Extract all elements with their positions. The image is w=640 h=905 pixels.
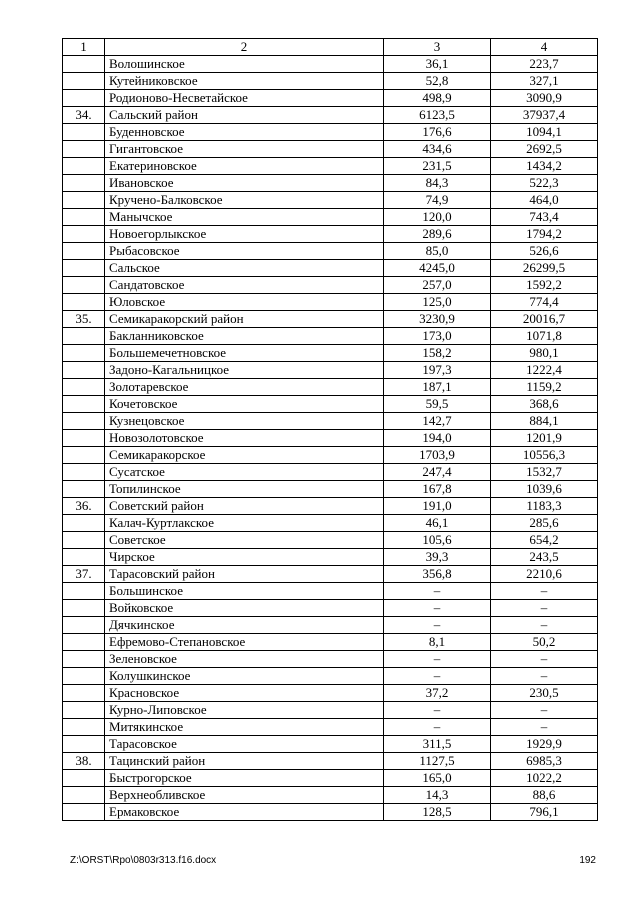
settlement-name: Тацинский район: [105, 753, 384, 770]
settlement-name: Красновское: [105, 685, 384, 702]
table-row: [63, 73, 598, 90]
table-row: [63, 566, 598, 583]
row-number: [63, 413, 105, 430]
table-row: [63, 481, 598, 498]
value-col4: 88,6: [491, 787, 598, 804]
value-col4: 1592,2: [491, 277, 598, 294]
settlement-name: Кутейниковское: [105, 73, 384, 90]
settlement-name: Быстрогорское: [105, 770, 384, 787]
value-col3: 231,5: [384, 158, 491, 175]
value-col3: 247,4: [384, 464, 491, 481]
column-header: 3: [384, 39, 491, 56]
value-col3: 85,0: [384, 243, 491, 260]
table-row: [63, 685, 598, 702]
settlement-name: Ефремово-Степановское: [105, 634, 384, 651]
table-row: [63, 583, 598, 600]
row-number: [63, 141, 105, 158]
value-col3: 191,0: [384, 498, 491, 515]
table-row: [63, 396, 598, 413]
value-col3: 197,3: [384, 362, 491, 379]
settlement-name: Тарасовский район: [105, 566, 384, 583]
value-col3: 194,0: [384, 430, 491, 447]
table-row: [63, 413, 598, 430]
table-row: [63, 107, 598, 124]
settlement-name: Кузнецовское: [105, 413, 384, 430]
row-number: [63, 617, 105, 634]
value-col3: 6123,5: [384, 107, 491, 124]
value-col3: 8,1: [384, 634, 491, 651]
value-col3: 120,0: [384, 209, 491, 226]
row-number: [63, 634, 105, 651]
row-number: [63, 362, 105, 379]
value-col4: 1201,9: [491, 430, 598, 447]
value-col4: 6985,3: [491, 753, 598, 770]
table-row: [63, 311, 598, 328]
row-number: [63, 787, 105, 804]
row-number: 35.: [63, 311, 105, 328]
value-col4: 1159,2: [491, 379, 598, 396]
table-row: [63, 736, 598, 753]
value-col4: 526,6: [491, 243, 598, 260]
settlement-name: Курно-Липовское: [105, 702, 384, 719]
value-col3: 158,2: [384, 345, 491, 362]
row-number: [63, 804, 105, 821]
value-col4: 1222,4: [491, 362, 598, 379]
value-col3: 434,6: [384, 141, 491, 158]
row-number: [63, 328, 105, 345]
settlement-name: Золотаревское: [105, 379, 384, 396]
table-body: [63, 56, 598, 821]
column-header: 1: [63, 39, 105, 56]
table-header-row: [63, 39, 598, 56]
settlement-name: Зеленовское: [105, 651, 384, 668]
settlement-name: Войковское: [105, 600, 384, 617]
value-col3: –: [384, 651, 491, 668]
value-col3: 74,9: [384, 192, 491, 209]
row-number: [63, 90, 105, 107]
table-row: [63, 447, 598, 464]
table-row: [63, 634, 598, 651]
settlement-name: Задоно-Кагальницкое: [105, 362, 384, 379]
row-number: [63, 549, 105, 566]
row-number: [63, 430, 105, 447]
row-number: [63, 124, 105, 141]
settlement-name: Буденновское: [105, 124, 384, 141]
row-number: [63, 447, 105, 464]
settlement-name: Семикаракорский район: [105, 311, 384, 328]
value-col3: 1703,9: [384, 447, 491, 464]
value-col3: 176,6: [384, 124, 491, 141]
value-col3: 257,0: [384, 277, 491, 294]
value-col3: 14,3: [384, 787, 491, 804]
value-col3: 59,5: [384, 396, 491, 413]
row-number: 38.: [63, 753, 105, 770]
value-col4: –: [491, 702, 598, 719]
value-col3: –: [384, 702, 491, 719]
settlement-name: Сальское: [105, 260, 384, 277]
settlement-name: Топилинское: [105, 481, 384, 498]
settlement-name: Сусатское: [105, 464, 384, 481]
value-col4: –: [491, 600, 598, 617]
table-row: [63, 90, 598, 107]
row-number: [63, 379, 105, 396]
value-col3: 142,7: [384, 413, 491, 430]
settlement-name: Верхнеобливское: [105, 787, 384, 804]
table-row: [63, 379, 598, 396]
row-number: [63, 243, 105, 260]
value-col4: 2692,5: [491, 141, 598, 158]
table-row: [63, 328, 598, 345]
value-col4: 980,1: [491, 345, 598, 362]
settlement-name: Ермаковское: [105, 804, 384, 821]
footer-page-number: 192: [579, 855, 596, 866]
settlement-name: Сандатовское: [105, 277, 384, 294]
row-number: [63, 583, 105, 600]
row-number: [63, 532, 105, 549]
value-col4: –: [491, 617, 598, 634]
value-col3: 356,8: [384, 566, 491, 583]
settlement-name: Ивановское: [105, 175, 384, 192]
value-col4: 2210,6: [491, 566, 598, 583]
value-col3: 498,9: [384, 90, 491, 107]
row-number: [63, 668, 105, 685]
value-col4: 1071,8: [491, 328, 598, 345]
row-number: [63, 481, 105, 498]
value-col3: 3230,9: [384, 311, 491, 328]
row-number: [63, 260, 105, 277]
value-col4: –: [491, 583, 598, 600]
table-row: [63, 277, 598, 294]
value-col3: 36,1: [384, 56, 491, 73]
data-table: [62, 38, 598, 821]
table-row: [63, 192, 598, 209]
table-row: [63, 668, 598, 685]
value-col3: 173,0: [384, 328, 491, 345]
value-col3: 167,8: [384, 481, 491, 498]
value-col4: 10556,3: [491, 447, 598, 464]
settlement-name: Советское: [105, 532, 384, 549]
settlement-name: Манычское: [105, 209, 384, 226]
table-row: [63, 770, 598, 787]
table-row: [63, 464, 598, 481]
value-col4: 230,5: [491, 685, 598, 702]
value-col3: –: [384, 600, 491, 617]
value-col4: 522,3: [491, 175, 598, 192]
value-col3: 105,6: [384, 532, 491, 549]
value-col4: 654,2: [491, 532, 598, 549]
row-number: [63, 719, 105, 736]
table-row: [63, 141, 598, 158]
settlement-name: Чирское: [105, 549, 384, 566]
value-col3: 165,0: [384, 770, 491, 787]
settlement-name: Большемечетновское: [105, 345, 384, 362]
settlement-name: Новоегорлыкское: [105, 226, 384, 243]
settlement-name: Волошинское: [105, 56, 384, 73]
value-col4: 1794,2: [491, 226, 598, 243]
table-row: [63, 226, 598, 243]
value-col4: 1094,1: [491, 124, 598, 141]
value-col4: 50,2: [491, 634, 598, 651]
value-col3: 46,1: [384, 515, 491, 532]
table-row: [63, 753, 598, 770]
row-number: [63, 277, 105, 294]
settlement-name: Кочетовское: [105, 396, 384, 413]
settlement-name: Юловское: [105, 294, 384, 311]
row-number: [63, 515, 105, 532]
value-col3: –: [384, 668, 491, 685]
value-col3: 1127,5: [384, 753, 491, 770]
value-col4: 1022,2: [491, 770, 598, 787]
table-row: [63, 175, 598, 192]
value-col4: 1532,7: [491, 464, 598, 481]
table-row: [63, 124, 598, 141]
settlement-name: Рыбасовское: [105, 243, 384, 260]
footer-file-path: Z:\ORST\Rpo\0803r313.f16.docx: [70, 855, 217, 866]
table-row: [63, 243, 598, 260]
row-number: [63, 685, 105, 702]
row-number: [63, 175, 105, 192]
value-col3: 52,8: [384, 73, 491, 90]
table-row: [63, 804, 598, 821]
row-number: [63, 294, 105, 311]
row-number: [63, 651, 105, 668]
value-col4: 37937,4: [491, 107, 598, 124]
settlement-name: Екатериновское: [105, 158, 384, 175]
settlement-name: Дячкинское: [105, 617, 384, 634]
settlement-name: Колушкинское: [105, 668, 384, 685]
settlement-name: Новозолотовское: [105, 430, 384, 447]
row-number: [63, 736, 105, 753]
value-col4: –: [491, 668, 598, 685]
row-number: [63, 209, 105, 226]
row-number: [63, 345, 105, 362]
table-row: [63, 498, 598, 515]
value-col3: 289,6: [384, 226, 491, 243]
value-col3: 311,5: [384, 736, 491, 753]
row-number: 36.: [63, 498, 105, 515]
value-col4: 1929,9: [491, 736, 598, 753]
value-col3: –: [384, 617, 491, 634]
row-number: 34.: [63, 107, 105, 124]
value-col4: 796,1: [491, 804, 598, 821]
settlement-name: Калач-Куртлакское: [105, 515, 384, 532]
row-number: [63, 226, 105, 243]
value-col3: 84,3: [384, 175, 491, 192]
row-number: [63, 702, 105, 719]
table-row: [63, 158, 598, 175]
value-col3: 39,3: [384, 549, 491, 566]
settlement-name: Советский район: [105, 498, 384, 515]
table-row: [63, 787, 598, 804]
row-number: [63, 192, 105, 209]
value-col3: 187,1: [384, 379, 491, 396]
value-col3: 128,5: [384, 804, 491, 821]
row-number: [63, 396, 105, 413]
settlement-name: Большинское: [105, 583, 384, 600]
value-col4: 1183,3: [491, 498, 598, 515]
settlement-name: Бакланниковское: [105, 328, 384, 345]
table-row: [63, 260, 598, 277]
row-number: [63, 158, 105, 175]
table-row: [63, 345, 598, 362]
table-row: [63, 56, 598, 73]
table-row: [63, 651, 598, 668]
value-col4: 884,1: [491, 413, 598, 430]
value-col3: 4245,0: [384, 260, 491, 277]
value-col4: 1039,6: [491, 481, 598, 498]
value-col4: 3090,9: [491, 90, 598, 107]
table-row: [63, 719, 598, 736]
settlement-name: Родионово-Несветайское: [105, 90, 384, 107]
value-col4: 223,7: [491, 56, 598, 73]
table-row: [63, 617, 598, 634]
table-row: [63, 430, 598, 447]
value-col3: 37,2: [384, 685, 491, 702]
row-number: [63, 770, 105, 787]
column-header: 4: [491, 39, 598, 56]
settlement-name: Гигантовское: [105, 141, 384, 158]
settlement-name: Семикаракорское: [105, 447, 384, 464]
value-col4: 327,1: [491, 73, 598, 90]
table-row: [63, 209, 598, 226]
value-col4: 368,6: [491, 396, 598, 413]
settlement-name: Тарасовское: [105, 736, 384, 753]
table-row: [63, 532, 598, 549]
settlement-name: Сальский район: [105, 107, 384, 124]
row-number: [63, 600, 105, 617]
value-col4: 20016,7: [491, 311, 598, 328]
settlement-name: Кручено-Балковское: [105, 192, 384, 209]
value-col4: 464,0: [491, 192, 598, 209]
row-number: [63, 73, 105, 90]
row-number: [63, 464, 105, 481]
row-number: [63, 56, 105, 73]
value-col4: 743,4: [491, 209, 598, 226]
value-col3: –: [384, 719, 491, 736]
column-header: 2: [105, 39, 384, 56]
value-col4: 243,5: [491, 549, 598, 566]
value-col3: 125,0: [384, 294, 491, 311]
table-row: [63, 702, 598, 719]
value-col4: –: [491, 651, 598, 668]
row-number: 37.: [63, 566, 105, 583]
table-row: [63, 600, 598, 617]
value-col4: –: [491, 719, 598, 736]
table-row: [63, 362, 598, 379]
table-row: [63, 549, 598, 566]
value-col4: 26299,5: [491, 260, 598, 277]
settlement-name: Митякинское: [105, 719, 384, 736]
table-row: [63, 515, 598, 532]
value-col4: 285,6: [491, 515, 598, 532]
table-row: [63, 294, 598, 311]
value-col3: –: [384, 583, 491, 600]
value-col4: 1434,2: [491, 158, 598, 175]
value-col4: 774,4: [491, 294, 598, 311]
